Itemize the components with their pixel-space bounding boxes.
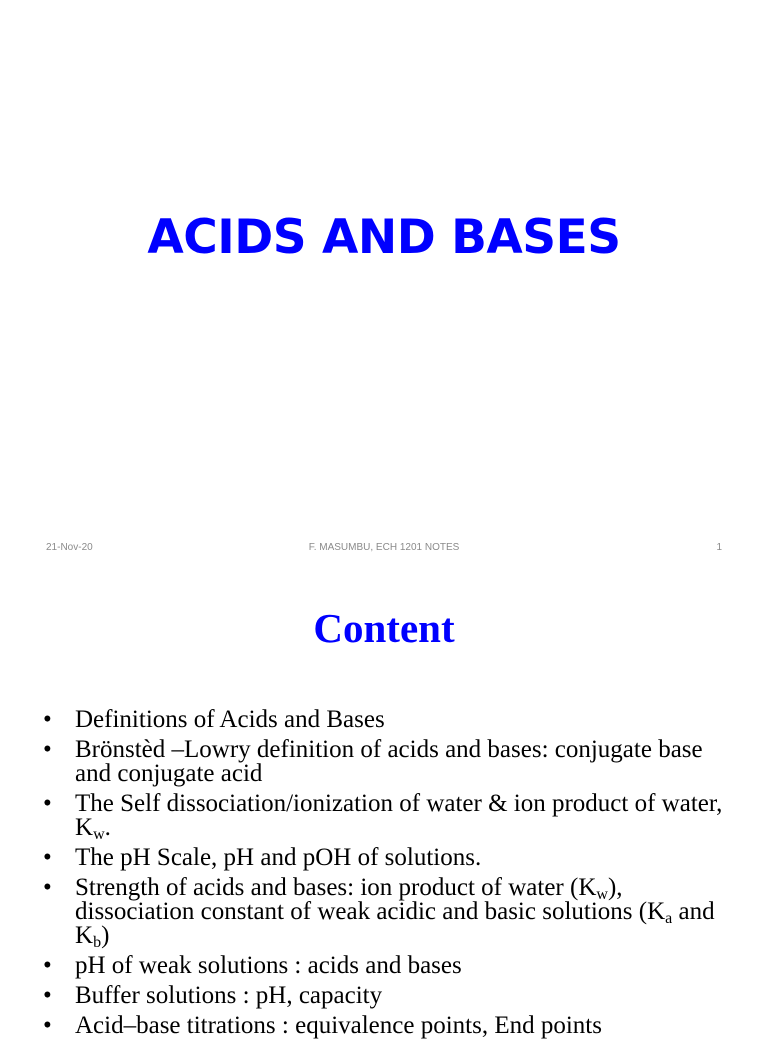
list-item-text: Strength of acids and bases: ion product of water $(K_w)$, dissociation constant of weak acidic and basic solutions ($K_a$ and $K_b$) [75, 874, 715, 951]
list-item-text: Brönstèd –Lowry definition of acids and bases: conjugate base and conjugate acid [75, 736, 703, 787]
list-item [43, 954, 743, 978]
subscript: w [596, 886, 608, 903]
subscript: w [93, 826, 105, 843]
bullet-icon: • [43, 844, 52, 871]
list-item-text: Acid–base titrations : equivalence points, End points [75, 1012, 602, 1039]
bullet-icon: • [43, 706, 52, 733]
footer-page-number: 1 [716, 542, 722, 553]
list-item-text: The Self dissociation/ionization of water & ion product of water, $K_w$. [75, 790, 723, 843]
list-item [43, 984, 743, 1008]
list-item [43, 846, 743, 870]
list-item-text: Buffer solutions : pH, capacity [75, 982, 383, 1009]
content-title: Content [313, 605, 455, 651]
list-item-text: Definitions of Acids and Bases [75, 706, 385, 733]
subscript: b [93, 934, 102, 951]
list-item [43, 738, 743, 786]
bullet-icon: • [43, 982, 52, 1009]
list-item [43, 708, 743, 732]
list-item-text: pH of weak solutions : acids and bases [75, 952, 462, 979]
footer-author: F. MASUMBU, ECH 1201 NOTES [308, 542, 460, 553]
list-item [43, 790, 743, 843]
list-item [43, 1014, 743, 1038]
bullet-icon: • [43, 790, 52, 817]
slide-title: ACIDS AND BASES [147, 210, 621, 265]
content-bullet-list [43, 708, 743, 1044]
bullet-icon: • [43, 874, 52, 901]
bullet-icon: • [43, 736, 52, 763]
subscript: a [665, 910, 673, 927]
bullet-icon: • [43, 1012, 52, 1039]
list-item [43, 874, 743, 951]
bullet-icon: • [43, 952, 52, 979]
footer-date: 21-Nov-20 [46, 542, 93, 553]
list-item-text: The pH Scale, pH and pOH of solutions. [75, 844, 482, 871]
